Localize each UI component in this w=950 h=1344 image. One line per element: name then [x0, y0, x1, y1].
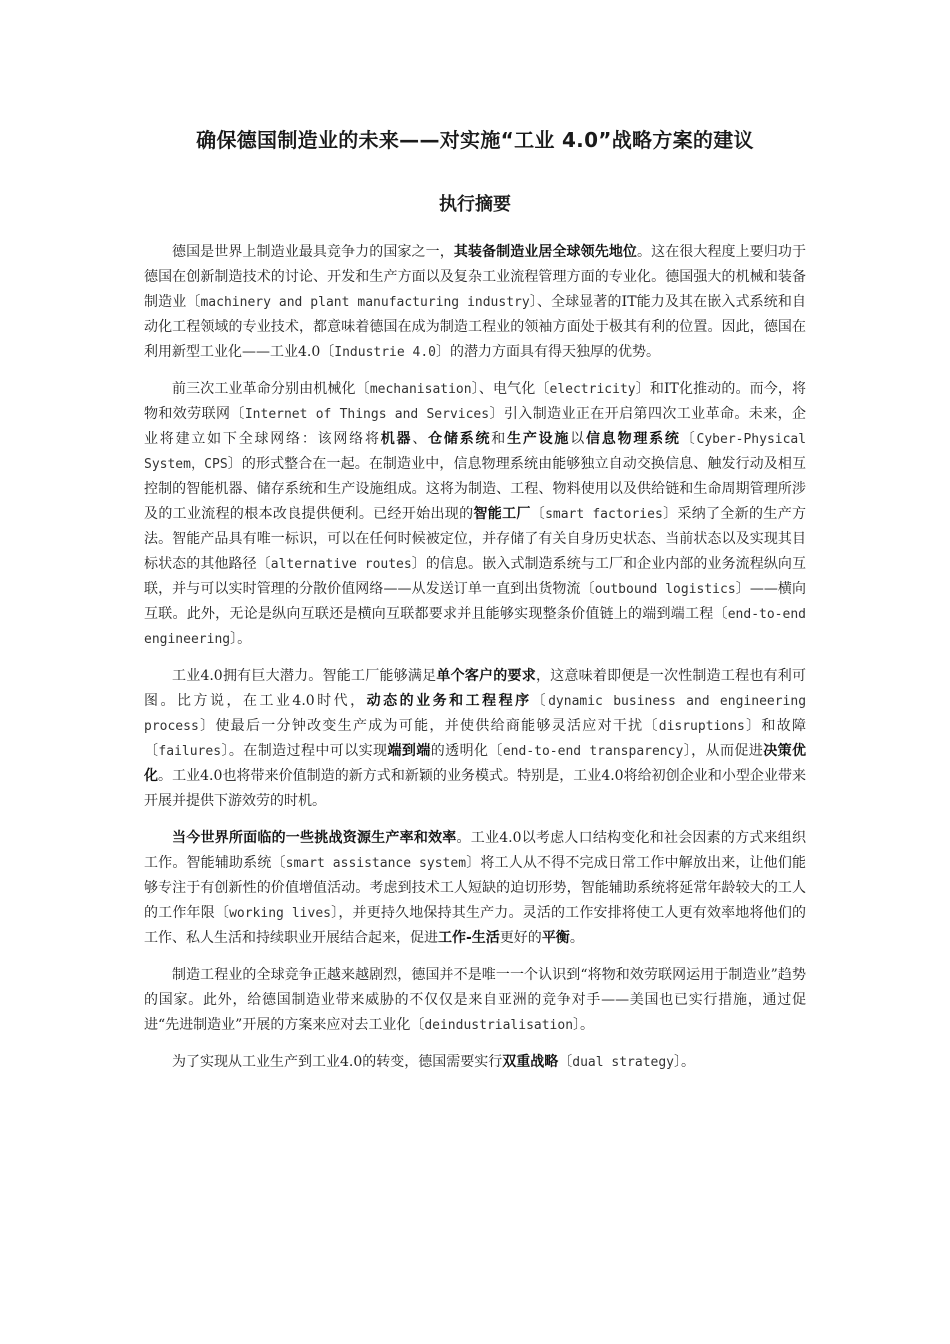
english-term: failures — [158, 744, 222, 759]
text-run: 〔 — [530, 506, 546, 522]
text-run: 。这在很大程度上要归功于德国在创新制造技术的讨论、开发和生产方面以及复杂工业流程管理方面的专业化。德国强大的机械和装备制造业〔 — [144, 244, 807, 310]
english-term: mechanisation — [369, 382, 472, 397]
bold-phrase: 双重战略 — [502, 1054, 559, 1070]
text-run: 〕采纳了全新的生产方法。智能产品具有唯一标识，可以在任何时候被定位，并存储了有关自身历史状态、当前状态以及实现其目标状态的其他路径〔 — [144, 506, 807, 572]
english-term: working lives — [229, 906, 331, 921]
text-run: 前三次工业革命分别由机械化〔 — [172, 381, 370, 397]
paragraph-1 — [144, 240, 806, 365]
paragraph-2 — [144, 377, 806, 652]
bold-phrase: 机器 — [380, 431, 413, 447]
text-run: 〕引入制造业正在开启第四次工业革命。未来，企业将建立如下全球网络：该网络将 — [144, 406, 806, 447]
text-run: 〕和故障〔 — [144, 718, 806, 759]
bold-phrase: 仓储系统 — [428, 431, 492, 447]
text-run: 〕的信息。嵌入式制造系统与工厂和企业内部的业务流程纵向互联，并与可以实时管理的分散价值网络——从发送订单一直到出货物流〔 — [144, 556, 807, 597]
text-run: 〕——横向互联。此外，无论是纵向互联还是横向互联都要求并且能够实现整条价值链上的端到端工程〔 — [144, 581, 807, 622]
bold-phrase: 动态的业务和工程程序 — [366, 693, 532, 709]
text-run: 工业4.0拥有巨大潜力。智能工厂能够满足 — [172, 668, 437, 684]
bold-phrase: 其装备制造业居全球领先地位 — [453, 244, 638, 260]
text-run: 更好的 — [499, 930, 542, 946]
english-term: electricity — [549, 382, 636, 397]
english-term: Internet of Things and Services — [244, 407, 490, 422]
text-run: 为了实现从工业生产到工业4.0的转变，德国需要实行 — [172, 1054, 503, 1070]
text-run: 〕和IT化推动的。而今，将物和效劳联网〔 — [144, 381, 807, 422]
text-run: 〕。 — [230, 631, 252, 647]
text-run: 和 — [491, 431, 508, 447]
section-heading: 执行摘要 — [439, 194, 511, 215]
text-run: 制造工程业的全球竞争正越来越剧烈，德国并不是唯一一个认识到“将物和效劳联网运用于制造业”趋势的国家。此外，给德国制造业带来威胁的不仅仅是来自亚洲的竞争对手——美国也已实行措施，通过促进“先进制造业”开展的方案来应对去工业化〔 — [144, 967, 806, 1033]
text-run: 〕，并更持久地保持其生产力。灵活的工作安排将使工人更有效率地将他们的工作、私人生活和持续职业开展结合起来，促进 — [144, 905, 807, 946]
english-term: dynamic business and engineering process — [144, 694, 807, 734]
english-term: smart factories — [545, 507, 663, 522]
text-run: 。工业4.0以考虑人口结构变化和社会因素的方式来组织工作。智能辅助系统〔 — [144, 830, 807, 871]
bold-phrase: 端到端 — [387, 743, 431, 759]
paragraph-3 — [144, 664, 806, 814]
english-term: deindustrialisation — [424, 1018, 574, 1033]
bold-phrase: 决策优化 — [144, 743, 807, 784]
paragraph-5 — [144, 963, 806, 1038]
english-term: Cyber-Physical System，CPS — [144, 432, 807, 472]
text-run: 〕。在制造过程中可以实现 — [221, 743, 388, 759]
bold-phrase: 单个客户的要求 — [436, 668, 536, 684]
text-run: 。工业4.0也将带来价值制造的新方式和新颖的业务模式。特别是，工业4.0将给初创企业和小型企业带来开展并提供下游效劳的时机。 — [144, 768, 807, 809]
text-run: 〕、全球显著的IT能力及其在嵌入式系统和自动化工程领域的专业技术，都意味着德国在成为制造工程业的领袖方面处于极其有利的位置。因此，德国在利用新型工业化——工业4.0〔 — [144, 294, 806, 360]
text-run: 〕将工人从不得不完成日常工作中解放出来，让他们能够专注于有创新性的价值增值活动。考虑到技术工人短缺的迫切形势，智能辅助系统将延常年龄较大的工人的工作年限〔 — [144, 855, 807, 921]
english-term: dual strategy — [572, 1055, 675, 1070]
document-title: 确保德国制造业的未来——对实施“工业 4.0”战略方案的建议 — [196, 128, 754, 152]
text-run: 以 — [570, 431, 587, 447]
text-run: 〕。 — [573, 1017, 595, 1033]
text-run: 德国是世界上制造业最具竞争力的国家之一， — [172, 244, 454, 260]
english-term: Industrie 4.0 — [334, 345, 437, 360]
bold-phrase: 生产设施 — [507, 431, 571, 447]
text-run: ，这意味着即便是一次性制造工程也有利可图。比方说，在工业4.0时代， — [144, 668, 807, 709]
text-run: 〕，从而促进 — [683, 743, 764, 759]
text-run: 〔 — [531, 693, 549, 709]
english-term: disruptions — [658, 719, 745, 734]
bold-phrase: 平衡 — [541, 930, 570, 946]
bold-phrase: 智能工厂 — [473, 506, 531, 522]
text-run: 〕的潜力方面具有得天独厚的优势。 — [436, 344, 661, 360]
text-run: 〔 — [680, 431, 697, 447]
paragraph-4 — [144, 826, 806, 951]
text-run: 〕使最后一分钟改变生产成为可能，并使供给商能够灵活应对干扰〔 — [198, 718, 659, 734]
text-run: 〕的形式整合在一起。在制造业中，信息物理系统由能够独立自动交换信息、触发行动及相互控制的智能机器、储存系统和生产设施组成。这将为制造、工程、物料使用以及供给链和生命周期管理所涉及的工业流程的根本改良提供便利。已经开始出现的 — [144, 456, 806, 522]
text-run: 。 — [569, 930, 584, 946]
text-run: 〔 — [558, 1054, 573, 1070]
english-term: machinery and plant manufacturing industry — [200, 295, 530, 310]
text-run: 、 — [412, 431, 429, 447]
bold-phrase: 当今世界所面临的一些挑战资源生产率和效率 — [172, 830, 457, 846]
document-body — [144, 240, 806, 1075]
bold-phrase: 工作-生活 — [438, 930, 500, 946]
english-term: alternative routes — [270, 557, 412, 572]
english-term: end-to-end transparency — [502, 744, 684, 759]
text-run: 的透明化〔 — [430, 743, 503, 759]
text-run: 〕。 — [674, 1054, 696, 1070]
english-term: smart assistance system — [285, 856, 467, 871]
paragraph-6 — [144, 1050, 806, 1075]
english-term: outbound logistics — [594, 582, 736, 597]
text-run: 〕、电气化〔 — [471, 381, 550, 397]
bold-phrase: 信息物理系统 — [586, 431, 681, 447]
english-term: end-to-end engineering — [144, 607, 806, 647]
